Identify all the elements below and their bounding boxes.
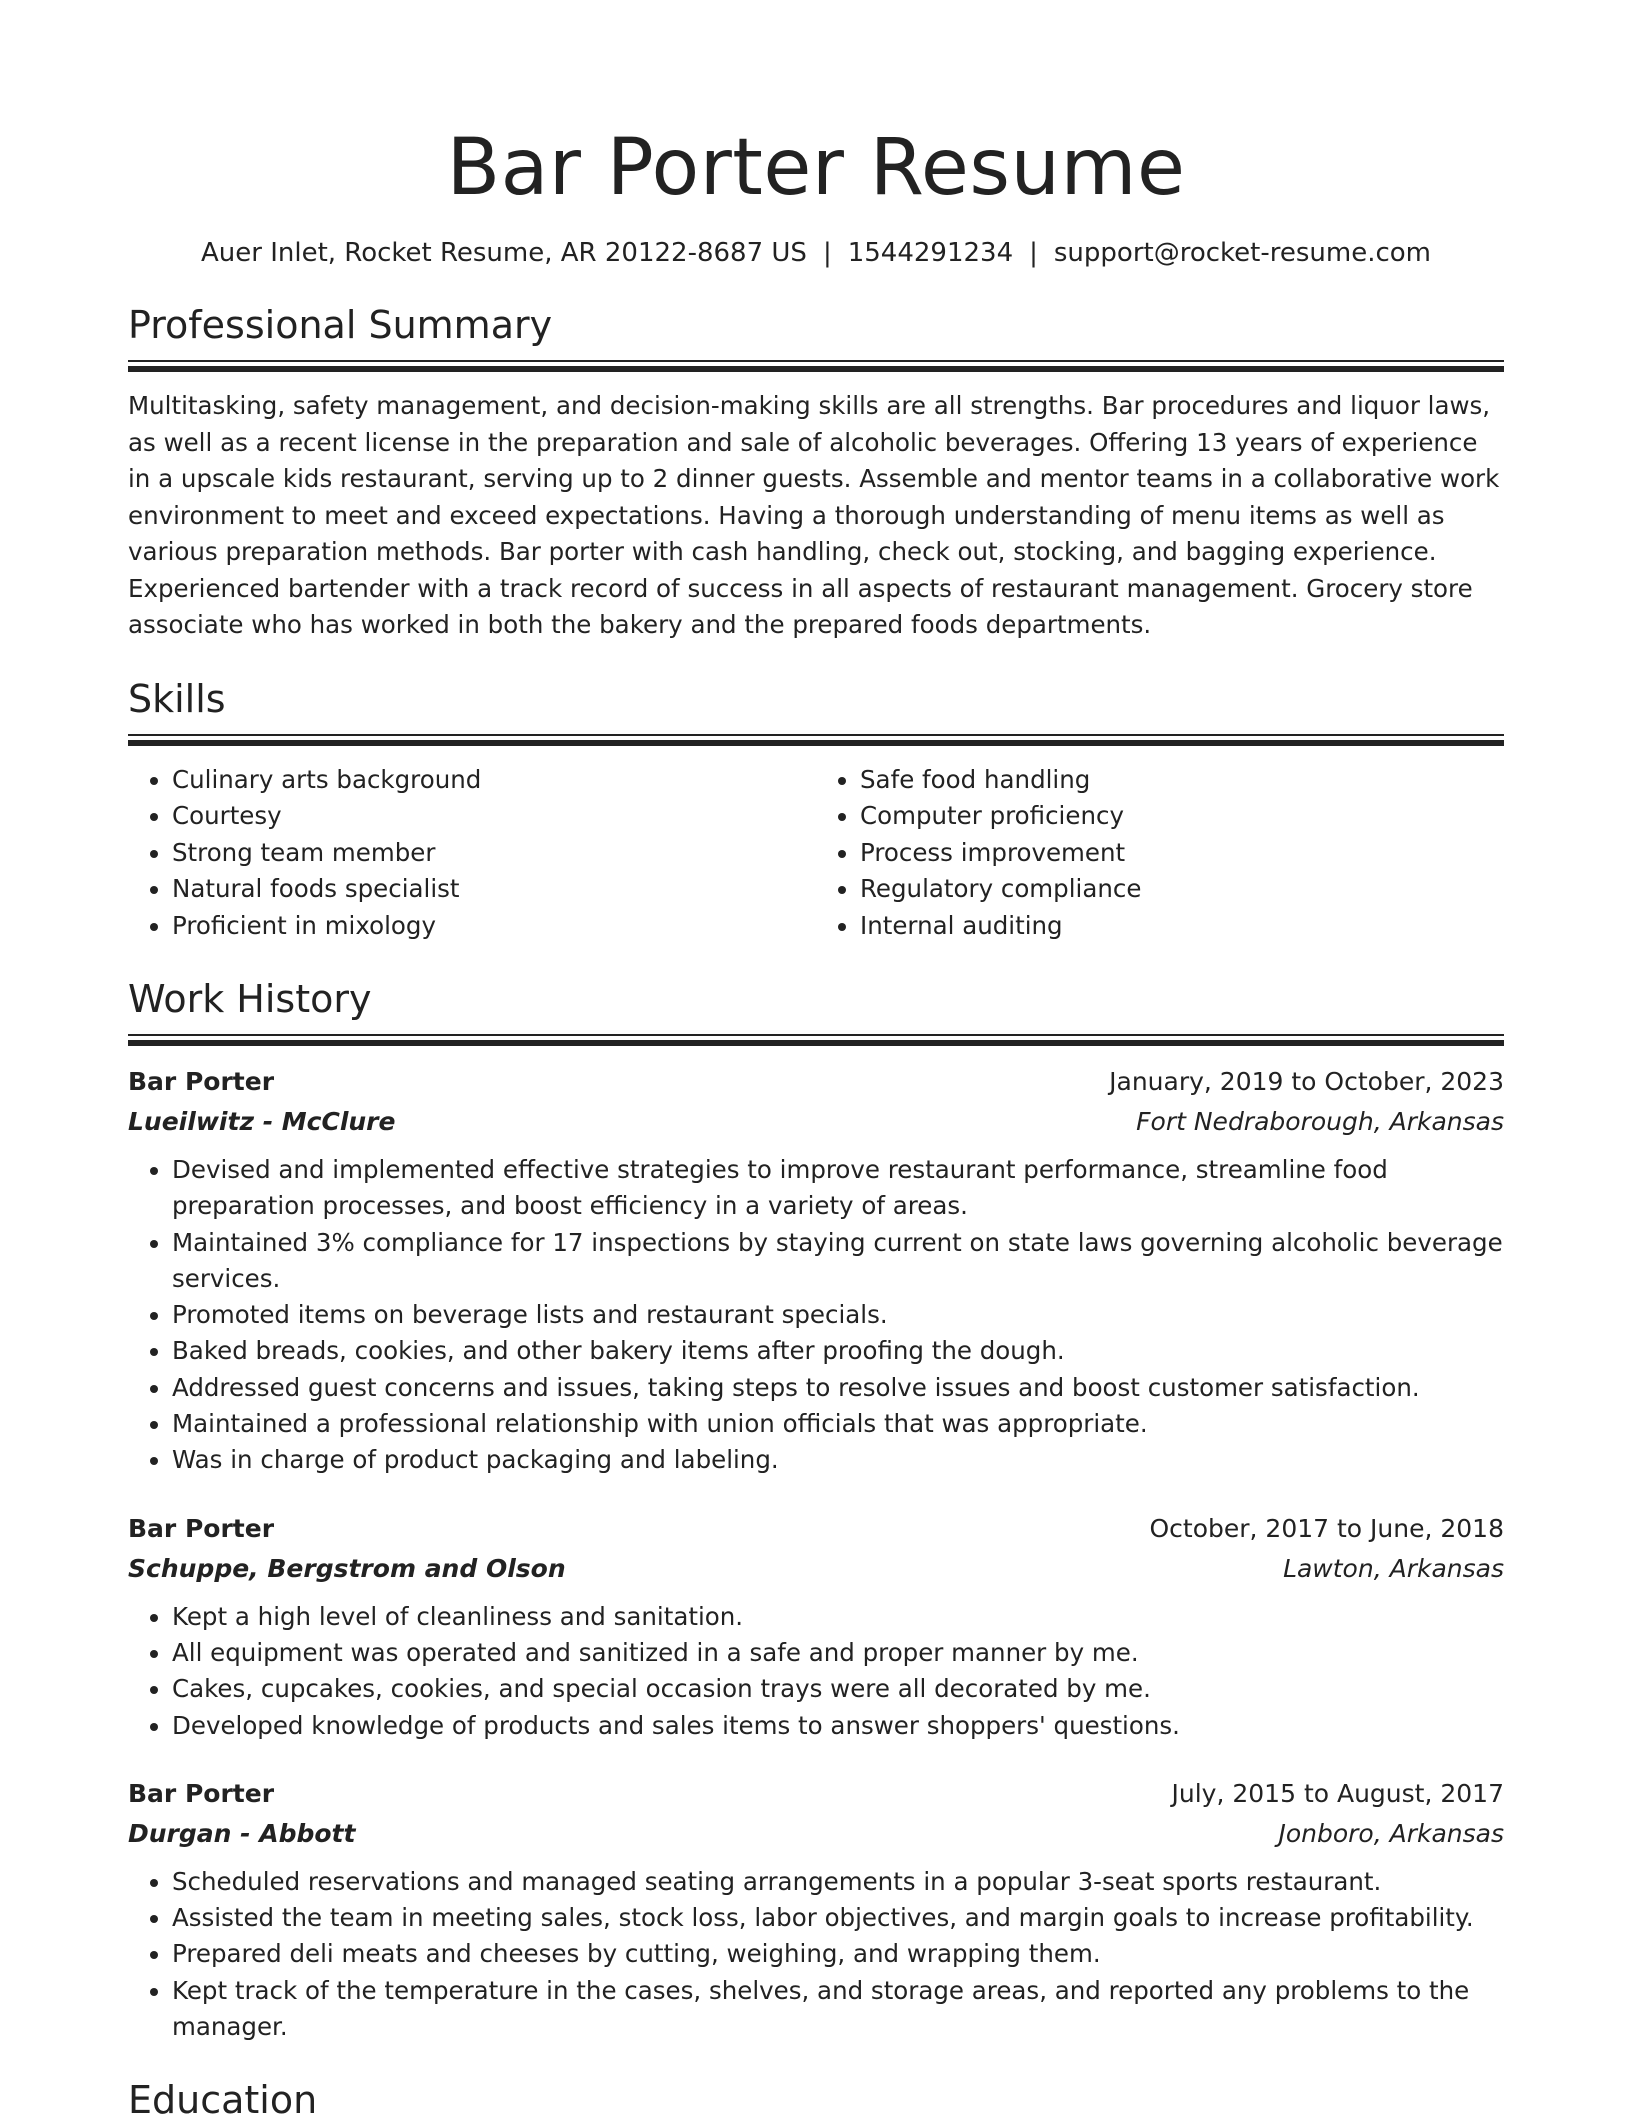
- job-header-row: [128, 1062, 1504, 1102]
- section-rule: [128, 366, 1504, 372]
- job-bullet: • Kept a high level of cleanliness and sanitation.: [172, 1599, 1504, 1635]
- work-history-section: [128, 974, 1504, 2045]
- skill-item: • Courtesy: [172, 798, 816, 835]
- job-title: Bar Porter: [128, 1778, 275, 1808]
- education-heading: Education: [128, 2078, 318, 2123]
- job-bullet: • Maintained a professional relationship with union officials that was appropriate.: [172, 1406, 1504, 1442]
- job-title: Bar Porter: [128, 1513, 275, 1543]
- job-bullet: • Cakes, cupcakes, cookies, and special occasion trays were all decorated by me.: [172, 1671, 1504, 1707]
- skill-item: • Proficient in mixology: [172, 908, 816, 945]
- job-bullets: [128, 1599, 1504, 1744]
- job-entry: [128, 1509, 1504, 1744]
- contact-line: [128, 236, 1504, 270]
- skill-item: • Strong team member: [172, 835, 816, 872]
- summary-text: Multitasking, safety management, and decision-making skills are all strengths. Bar procedures and liquor laws, as well as a recent license in the preparation and sale of alcoholic beverages. Offering 13 years of experience in a upscale kids restaurant, serving up to 2 dinner guests. Assemble and mentor teams in a collaborative work environment to meet and exceed expectations. Having a thorough understanding of menu items as well as various preparation methods. Bar porter with cash handling, check out, stocking, and bagging experience. Experienced bartender with a track record of success in all aspects of restaurant management. Grocery store associate who has worked in both the bakery and the prepared foods departments.: [128, 391, 1500, 639]
- job-location: Lawton, Arkansas: [1283, 1553, 1504, 1583]
- contact-separator: |: [1029, 238, 1038, 268]
- job-dates: October, 2017 to June, 2018: [1149, 1513, 1504, 1543]
- job-bullet: • Maintained 3% compliance for 17 inspections by staying current on state laws governing alcoholic beverage services.: [172, 1225, 1504, 1298]
- skills-heading: Skills: [128, 676, 226, 721]
- contact-address: Auer Inlet, Rocket Resume, AR 20122-8687 US: [201, 238, 807, 268]
- job-location: Fort Nedraborough, Arkansas: [1136, 1107, 1504, 1136]
- job-company: Lueilwitz - McClure: [128, 1107, 396, 1136]
- job-dates: January, 2019 to October, 2023: [1109, 1067, 1504, 1096]
- job-bullet: • Developed knowledge of products and sales items to answer shoppers' questions.: [172, 1708, 1504, 1744]
- job-bullet: • Was in charge of product packaging and labeling.: [172, 1442, 1504, 1478]
- skill-item: • Safe food handling: [860, 762, 1504, 799]
- skills-columns: [128, 762, 1504, 945]
- job-company-row: [128, 1549, 1504, 1589]
- job-company: Schuppe, Bergstrom and Olson: [128, 1553, 566, 1583]
- job-bullet: • Devised and implemented effective strategies to improve restaurant performance, streamline food preparation processes, and boost efficiency in a variety of areas.: [172, 1152, 1504, 1225]
- job-bullet: • Scheduled reservations and managed seating arrangements in a popular 3-seat sports restaurant.: [172, 1864, 1504, 1900]
- job-company-row: [128, 1102, 1504, 1142]
- job-bullet: • Assisted the team in meeting sales, stock loss, labor objectives, and margin goals to increase profitability.: [172, 1900, 1504, 1936]
- contact-email[interactable]: support@rocket-resume.com: [1053, 238, 1431, 268]
- job-dates: July, 2015 to August, 2017: [1171, 1778, 1504, 1808]
- skill-item: • Internal auditing: [860, 908, 1504, 945]
- job-title: Bar Porter: [128, 1067, 275, 1096]
- skills-section: [128, 674, 1504, 945]
- job-bullet: • Baked breads, cookies, and other bakery items after proofing the dough.: [172, 1333, 1504, 1369]
- resume-title: Bar Porter Resume: [446, 123, 1186, 213]
- skill-item: • Computer proficiency: [860, 798, 1504, 835]
- section-rule: [128, 740, 1504, 746]
- job-company: Durgan - Abbott: [128, 1818, 356, 1848]
- summary-heading: Professional Summary: [128, 303, 553, 347]
- skill-item: • Natural foods specialist: [172, 871, 816, 908]
- job-location: Jonboro, Arkansas: [1278, 1818, 1504, 1848]
- section-rule: [128, 1040, 1504, 1046]
- job-entry: [128, 1774, 1504, 2045]
- skills-list-right: [816, 762, 1504, 945]
- work-history-heading: Work History: [128, 977, 372, 1021]
- skill-item: • Regulatory compliance: [860, 871, 1504, 908]
- job-header-row: [128, 1509, 1504, 1549]
- job-bullet: • Kept track of the temperature in the cases, shelves, and storage areas, and reported any problems to the manager.: [172, 1973, 1504, 2046]
- contact-phone: 1544291234: [847, 238, 1014, 268]
- section-rule: [128, 1034, 1504, 1036]
- job-entry: [128, 1062, 1504, 1479]
- education-section: [128, 2075, 1504, 2125]
- job-bullets: [128, 1152, 1504, 1479]
- section-rule: [128, 734, 1504, 736]
- section-rule: [128, 360, 1504, 362]
- skill-item: • Culinary arts background: [172, 762, 816, 799]
- job-bullet: • Promoted items on beverage lists and restaurant specials.: [172, 1297, 1504, 1333]
- job-bullet: • All equipment was operated and sanitized in a safe and proper manner by me.: [172, 1635, 1504, 1671]
- job-company-row: [128, 1814, 1504, 1854]
- job-bullet: • Prepared deli meats and cheeses by cutting, weighing, and wrapping them.: [172, 1936, 1504, 1972]
- job-bullets: [128, 1864, 1504, 2045]
- skill-item: • Process improvement: [860, 835, 1504, 872]
- job-bullet: • Addressed guest concerns and issues, taking steps to resolve issues and boost customer satisfaction.: [172, 1370, 1504, 1406]
- contact-separator: |: [822, 238, 832, 268]
- summary-section: [128, 300, 1504, 644]
- skills-list-left: [128, 762, 816, 945]
- job-header-row: [128, 1774, 1504, 1814]
- resume-content: [128, 118, 1504, 2125]
